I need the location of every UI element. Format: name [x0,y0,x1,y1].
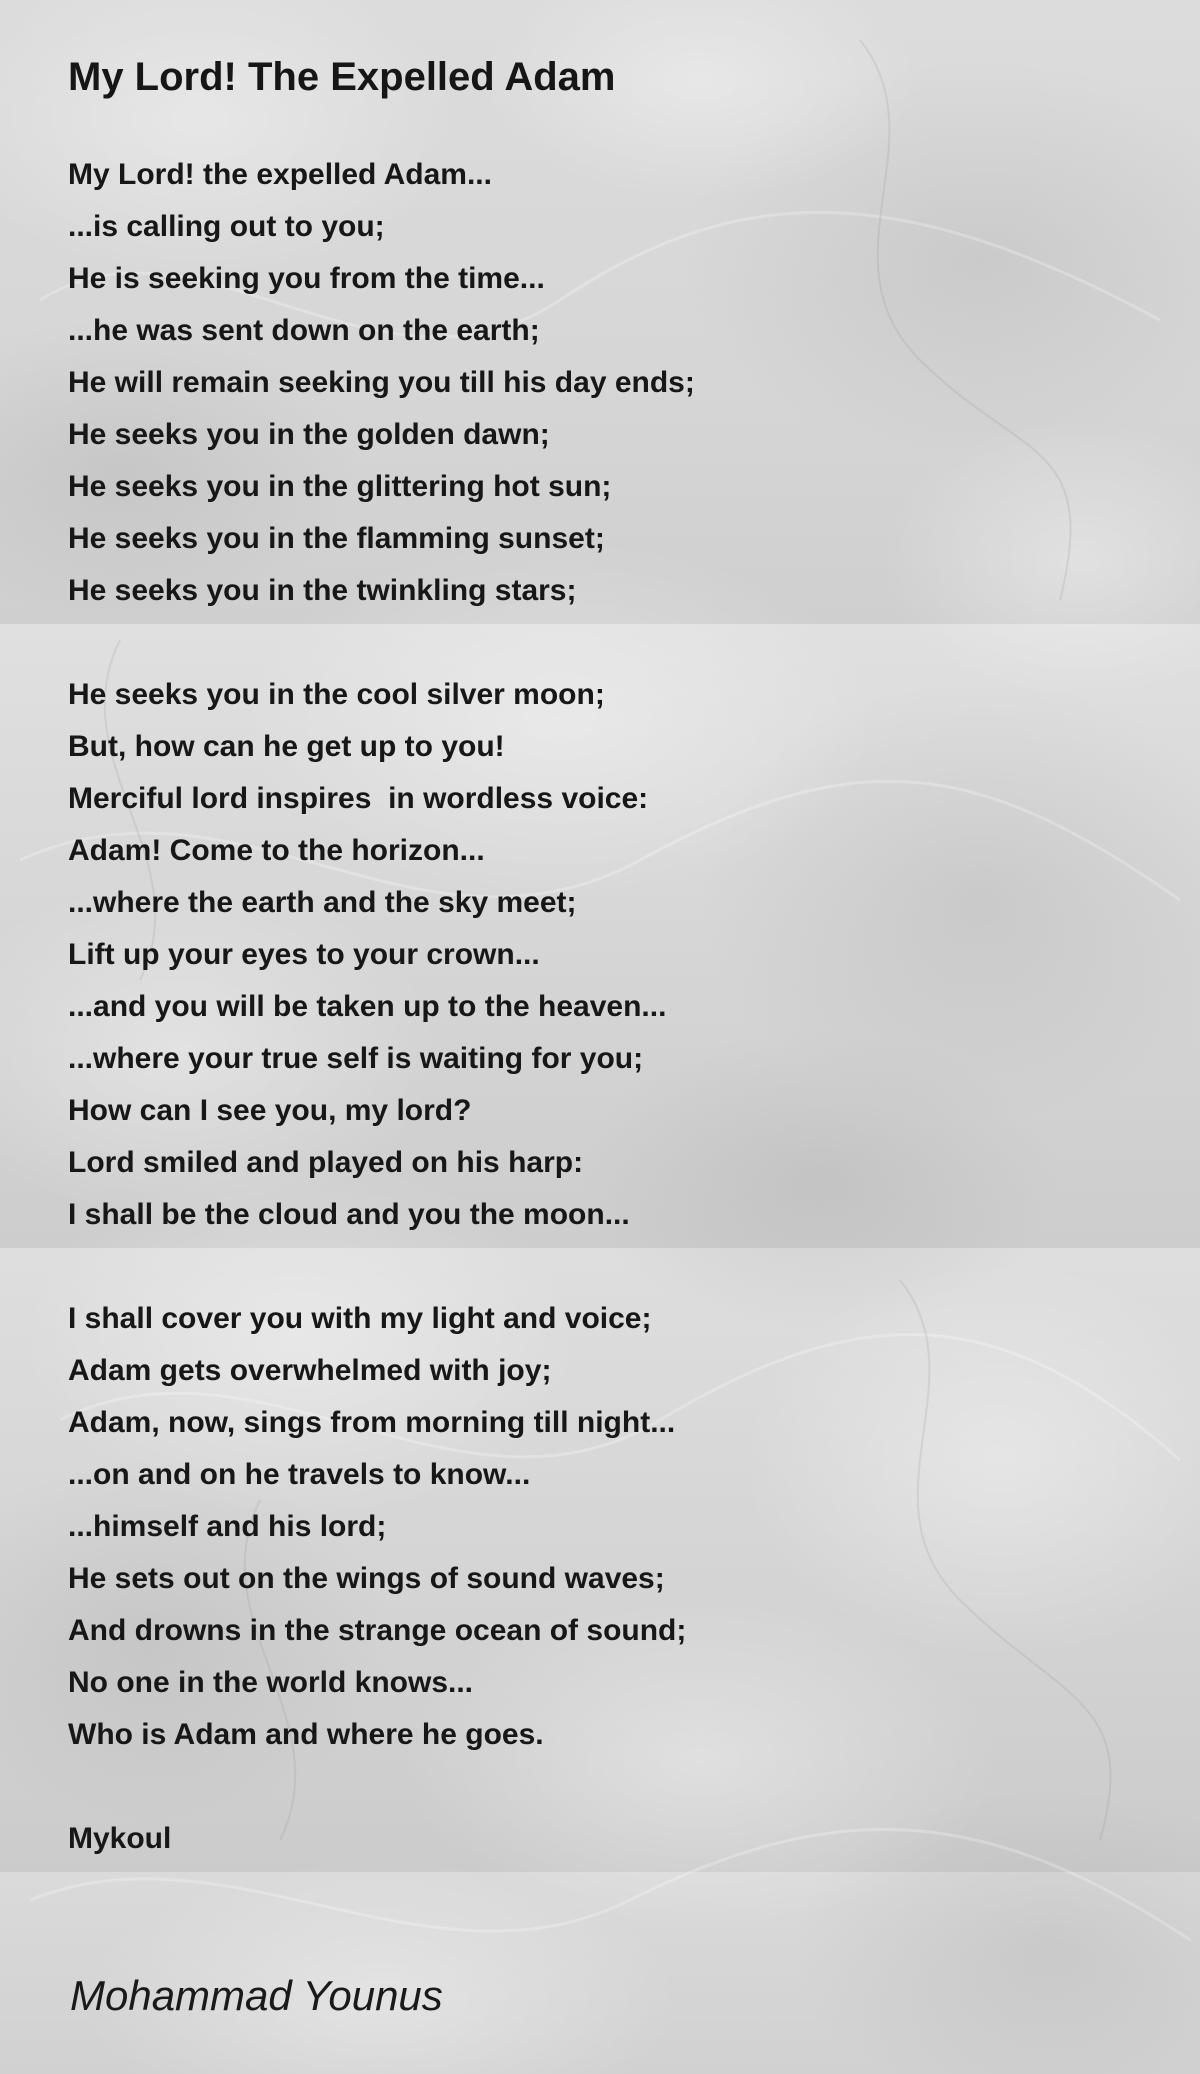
poem-line: He seeks you in the golden dawn; [68,418,550,451]
poem-body [68,149,695,1865]
poem-line: Adam gets overwhelmed with joy; [68,1354,552,1387]
poem-line: ...where your true self is waiting for you; [68,1042,644,1075]
poem-line: He sets out on the wings of sound waves; [68,1562,665,1595]
poem-line: ...is calling out to you; [68,210,385,243]
author-name: Mohammad Younus [70,1972,443,2019]
poem-line: Adam, now, sings from morning till night... [68,1406,676,1439]
poem-line: He seeks you in the flamming sunset; [68,522,605,555]
poem-line: ...on and on he travels to know... [68,1458,531,1491]
poem-signature: Mykoul [68,1822,172,1855]
poem-line: Adam! Come to the horizon... [68,834,485,867]
poem-line: Lift up your eyes to your crown... [68,938,540,971]
poem-title: My Lord! The Expelled Adam [68,55,616,99]
poem-line: He seeks you in the twinkling stars; [68,574,577,607]
stanza-break [68,617,695,669]
poem-line: ...he was sent down on the earth; [68,314,540,347]
poem-line: He seeks you in the cool silver moon; [68,678,605,711]
poem-line: ...himself and his lord; [68,1510,387,1543]
poem-line: He is seeking you from the time... [68,262,545,295]
poem-line: He seeks you in the glittering hot sun; [68,470,612,503]
poem-line: ...where the earth and the sky meet; [68,886,577,919]
stanza-break [68,1241,695,1293]
stanza-break [68,1761,695,1813]
poem-line: How can I see you, my lord? [68,1094,472,1127]
poem-line: Who is Adam and where he goes. [68,1718,544,1751]
poem-line: No one in the world knows... [68,1666,474,1699]
poem-line: I shall be the cloud and you the moon... [68,1198,630,1231]
poem-line: And drowns in the strange ocean of sound; [68,1614,687,1647]
poem-line: But, how can he get up to you! [68,730,505,763]
poem-line: Merciful lord inspires in wordless voice: [68,782,649,815]
poem-line: I shall cover you with my light and voice; [68,1302,652,1335]
poem-line: ...and you will be taken up to the heaven... [68,990,667,1023]
poem-line: Lord smiled and played on his harp: [68,1146,584,1179]
poem-line: My Lord! the expelled Adam... [68,158,492,191]
poem-line: He will remain seeking you till his day ends; [68,366,695,399]
